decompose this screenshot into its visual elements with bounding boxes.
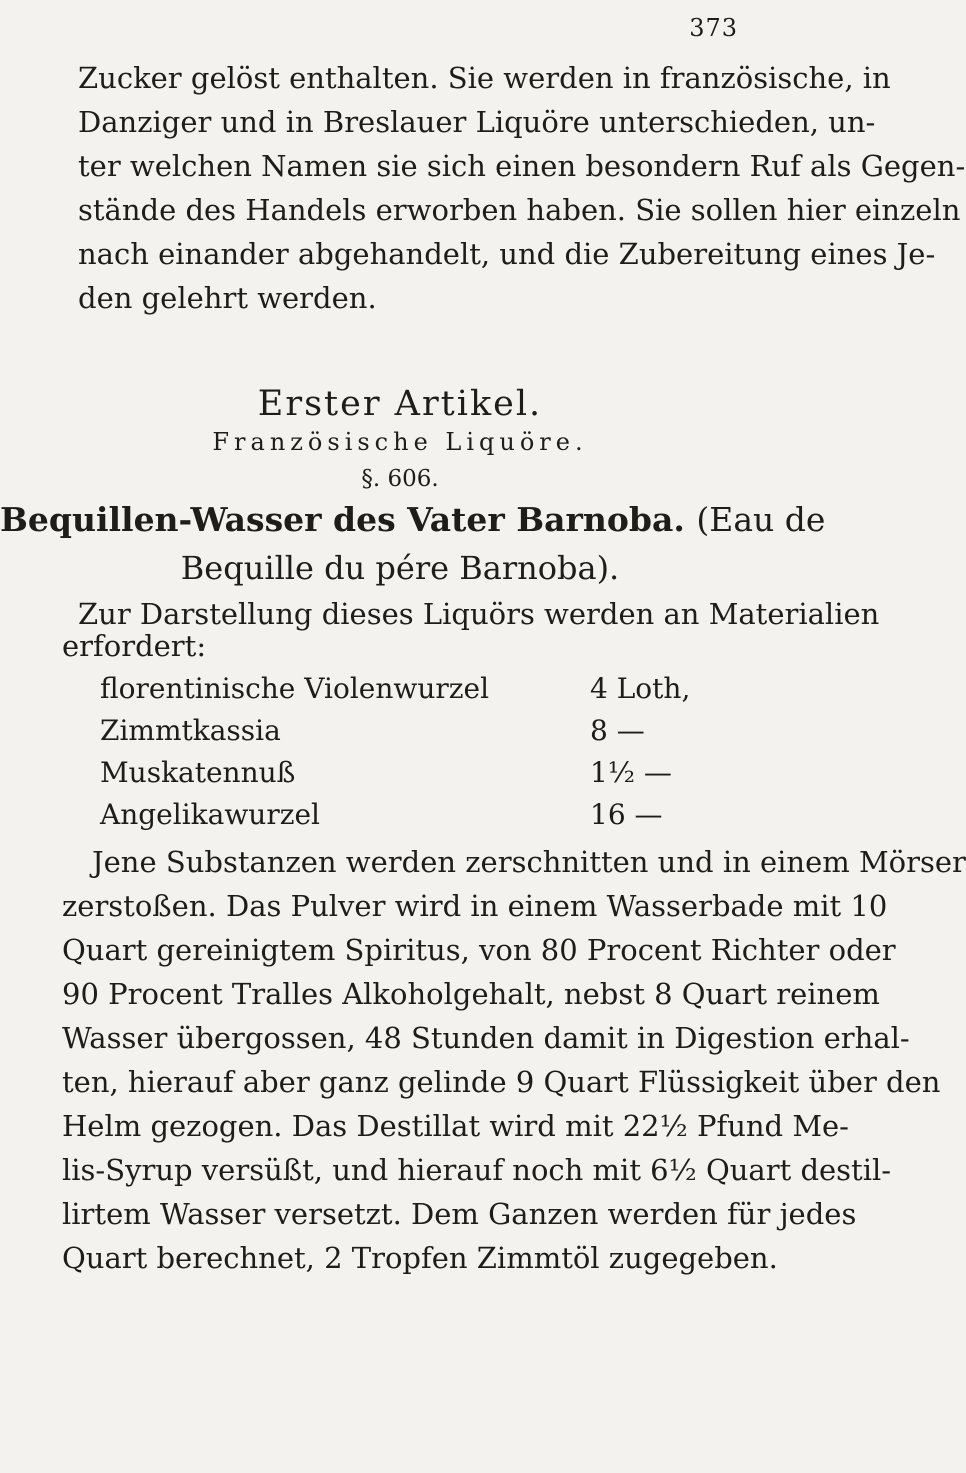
ingredient-amount: 16 — (590, 798, 663, 831)
text-line: stände des Handels erworben haben. Sie sollen hier einzeln (78, 193, 961, 227)
ingredient-row (100, 756, 740, 798)
text-line: Danziger und in Breslauer Liquöre unterschieden, un- (78, 105, 876, 139)
ingredient-amount: 4 Loth, (590, 672, 691, 705)
ingredient-row (100, 798, 740, 840)
text-line: den gelehrt werden. (78, 281, 377, 315)
text-line: ter welchen Namen sie sich einen besondern Ruf als Gegen- (78, 149, 966, 183)
text-line: Zucker gelöst enthalten. Sie werden in französische, in (78, 61, 891, 95)
text-line: nach einander abgehandelt, und die Zubereitung eines Je- (78, 237, 936, 271)
materials-intro-cont (0, 624, 800, 668)
ingredient-amount: 1½ — (590, 756, 672, 789)
page-number: 373 (689, 14, 738, 42)
text-line: zerstoßen. Das Pulver wird in einem Wasserbade mit 10 (62, 889, 888, 923)
text-line: Quart gereinigtem Spiritus, von 80 Procent Richter oder (62, 933, 896, 967)
article-subheading: Französische Liquöre. (212, 428, 588, 456)
text-line: Helm gezogen. Das Destillat wird mit 22½ Pfund Me- (62, 1109, 849, 1143)
text-line: Zur Darstellung dieses Liquörs werden an Materialien (78, 597, 880, 631)
text-line: erfordert: (62, 629, 207, 663)
ingredient-name: florentinische Violenwurzel (100, 672, 490, 705)
paragraph-number: §. 606. (361, 466, 439, 492)
intro-text (0, 56, 966, 320)
ingredient-name: Zimmtkassia (100, 714, 281, 747)
recipe-title-line2: Bequille du pére Barnoba). (180, 549, 620, 587)
text-line: lirtem Wasser versetzt. Dem Ganzen werden für jedes (62, 1197, 857, 1231)
recipe-title-german: Bequillen-Wasser des Vater Barnoba. (0, 500, 685, 539)
ingredient-row (100, 672, 740, 714)
recipe-title (0, 500, 826, 539)
text-line: lis-Syrup versüßt, und hierauf noch mit 6½ Quart destil- (62, 1153, 892, 1187)
article-heading: Erster Artikel. (257, 384, 543, 424)
ingredient-name: Angelikawurzel (100, 798, 320, 831)
ingredient-list (100, 672, 740, 840)
recipe-title-latin: (Eau de (696, 500, 826, 539)
ingredient-row (100, 714, 740, 756)
text-line: ten, hierauf aber ganz gelinde 9 Quart Flüssigkeit über den (62, 1065, 941, 1099)
body-text (0, 840, 966, 1280)
text-line: Jene Substanzen werden zerschnitten und in einem Mörser (92, 845, 966, 879)
ingredient-name: Muskatennuß (100, 756, 296, 789)
ingredient-amount: 8 — (590, 714, 645, 747)
text-line: Quart berechnet, 2 Tropfen Zimmtöl zugegeben. (62, 1241, 778, 1275)
text-line: Wasser übergossen, 48 Stunden damit in Digestion erhal- (62, 1021, 910, 1055)
text-line: 90 Procent Tralles Alkoholgehalt, nebst 8 Quart reinem (62, 977, 880, 1011)
